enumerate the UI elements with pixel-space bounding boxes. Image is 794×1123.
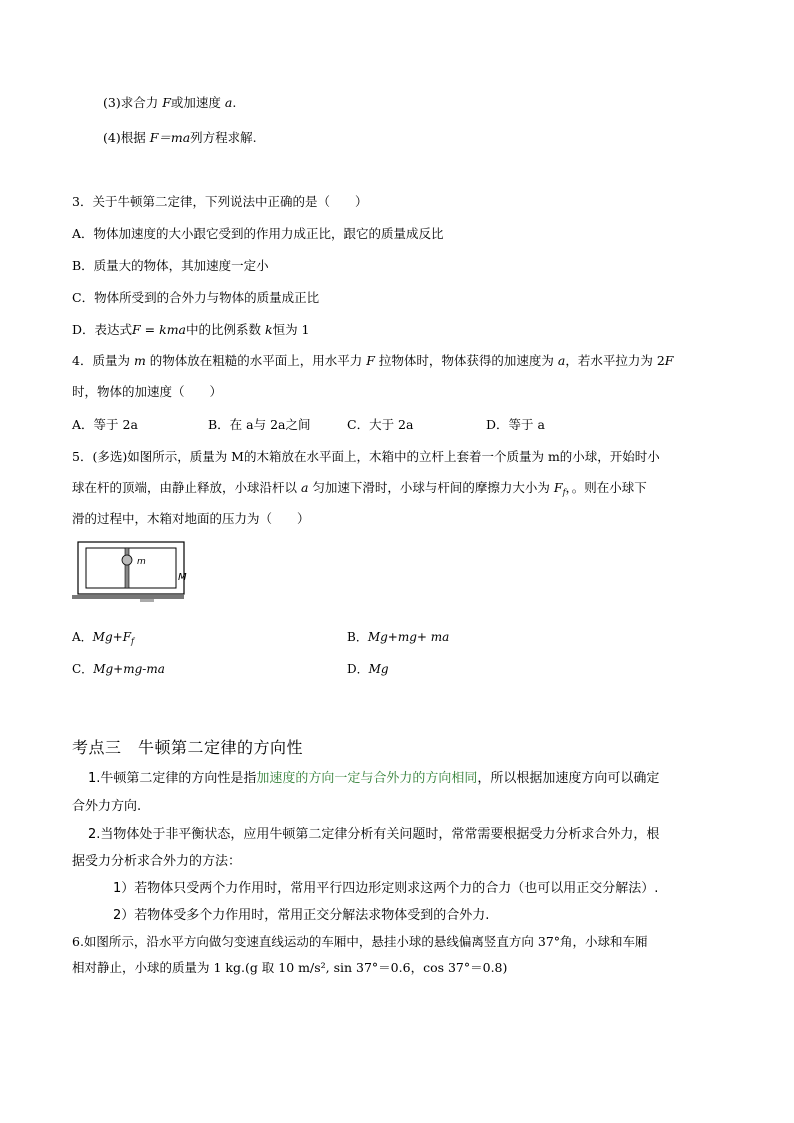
step-4-line <box>103 129 257 147</box>
q6-stem-line-1: 6.如图所示，沿水平方向做匀变速直线运动的车厢中，悬挂小球的悬线偏离竖直方向 37°角，小球和车厢 <box>72 934 648 949</box>
q5-stem-line-2 <box>72 479 647 502</box>
q4-text: ，若水平拉力为 2 <box>565 353 665 368</box>
q4-option-c: C．大于 2a <box>347 417 414 432</box>
q3-option-a: A．物体加速度的大小跟它受到的作用力成正比，跟它的质量成反比 <box>72 226 444 241</box>
step-3-mid: 或加速度 <box>170 95 225 110</box>
q5-option-b-label: B． <box>347 630 368 644</box>
section-p2-line-2: 据受力分析求合外力的方法： <box>72 854 242 869</box>
q5-option-d-label: D． <box>347 662 369 676</box>
step-4-end: 列方程求解. <box>190 130 257 145</box>
q5-option-b <box>347 628 449 646</box>
q4-option-d: D．等于 a <box>486 417 545 432</box>
q5-option-a-expr: Mg+F <box>92 630 132 644</box>
q4-accel-a: a <box>557 353 566 368</box>
q5-accel-a: a <box>300 480 309 495</box>
q5-option-d-expr: Mg <box>368 662 389 676</box>
ground-hatch <box>140 599 154 602</box>
section-p1-text: 1.牛顿第二定律的方向性是指 <box>88 771 257 786</box>
section-p1-text: ，所以根据加速度方向可以确定 <box>477 771 660 786</box>
q3-d-prefix: D．表达式 <box>72 322 133 337</box>
step-3-prefix: (3)求合力 <box>103 95 163 110</box>
ground-surface <box>72 595 184 599</box>
section-p1-line-2: 合外力方向. <box>72 799 142 814</box>
q5-option-d <box>347 660 389 678</box>
q3-stem: 3．关于牛顿第二定律，下列说法中正确的是（ ） <box>72 194 368 209</box>
q5-text: 球在杆的顶端，由静止释放，小球沿杆以 <box>72 480 301 495</box>
q5-option-a <box>72 628 134 651</box>
step-4-prefix: (4)根据 <box>103 130 150 145</box>
q3-d-mid: 中的比例系数 <box>186 322 265 337</box>
q4-stem-line-2: 时，物体的加速度（ ） <box>72 384 223 399</box>
vertical-pole <box>125 548 129 588</box>
q4-force-F: F <box>366 353 375 368</box>
q3-option-c: C．物体所受到的合外力与物体的质量成正比 <box>72 290 320 305</box>
q5-option-c-expr: Mg+mg-ma <box>93 662 165 676</box>
section-p4: 2）若物体受多个力作用时，常用正交分解法求物体受到的合外力. <box>113 908 490 923</box>
q3-option-d <box>72 321 310 339</box>
q3-d-end: 恒为 1 <box>272 322 310 337</box>
section-p2-line-1: 2.当物体处于非平衡状态，应用牛顿第二定律分析有关问题时，常常需要根据受力分析求合外力，根 <box>88 827 660 842</box>
q5-option-c-label: C． <box>72 662 94 676</box>
q5-text: 匀加速下滑时，小球与杆间的摩擦力大小为 <box>308 480 554 495</box>
q5-friction-F: F <box>553 480 563 495</box>
q4-text: 的物体放在粗糙的水平面上，用水平力 <box>145 353 367 368</box>
q5-friction-sub: f <box>562 488 566 497</box>
q3-option-b: B．质量大的物体，其加速度一定小 <box>72 258 269 273</box>
q5-option-b-expr: Mg+mg+ ma <box>367 630 450 644</box>
q3-d-formula: F = kma <box>132 322 187 337</box>
q5-stem-line-3: 滑的过程中，木箱对地面的压力为（ ） <box>72 511 310 526</box>
section-p1-line-1 <box>88 770 659 788</box>
section-title: 考点三 牛顿第二定律的方向性 <box>72 738 304 757</box>
q5-text: ，。则在小球下 <box>565 480 647 495</box>
q4-text: 4．质量为 <box>72 353 134 368</box>
step-3-F: F <box>162 95 171 110</box>
q4-text: 拉物体时，物体获得的加速度为 <box>374 353 558 368</box>
ball <box>122 555 132 565</box>
box-outer-frame <box>78 542 184 594</box>
ball-label: m <box>137 557 146 567</box>
q4-mass-m: m <box>133 353 146 368</box>
step-3-a: a <box>224 95 233 110</box>
q4-force-F: F <box>664 353 674 368</box>
section-p3: 1）若物体只受两个力作用时，常用平行四边形定则求这两个力的合力（也可以用正交分解法）. <box>113 881 659 896</box>
q4-option-a: A．等于 2a <box>72 417 138 432</box>
q5-option-a-label: A． <box>72 630 93 644</box>
q5-option-a-sub: f <box>131 637 134 646</box>
q4-option-b: B．在 a与 2a之间 <box>208 417 311 432</box>
q3-d-k: k <box>265 322 273 337</box>
step-3-end: . <box>232 95 237 110</box>
step-4-equation: F＝ma <box>149 130 191 145</box>
q5-option-c <box>72 660 165 678</box>
q6-stem-line-2: 相对静止，小球的质量为 1 kg.(g 取 10 m/s², sin 37°＝0.6，cos 37°＝0.8) <box>72 960 508 975</box>
q4-stem-line-1 <box>72 352 673 370</box>
box-inner-frame <box>86 548 176 588</box>
section-p1-highlight: 加速度的方向一定与合外力的方向相同 <box>256 771 478 786</box>
box-ball-figure <box>70 538 200 608</box>
box-label: M <box>178 572 187 583</box>
step-3-line <box>103 94 236 112</box>
q5-stem-line-1: 5．(多选)如图所示，质量为 M的木箱放在水平面上，木箱中的立杆上套着一个质量为 m的小球，开始时小 <box>72 449 660 464</box>
